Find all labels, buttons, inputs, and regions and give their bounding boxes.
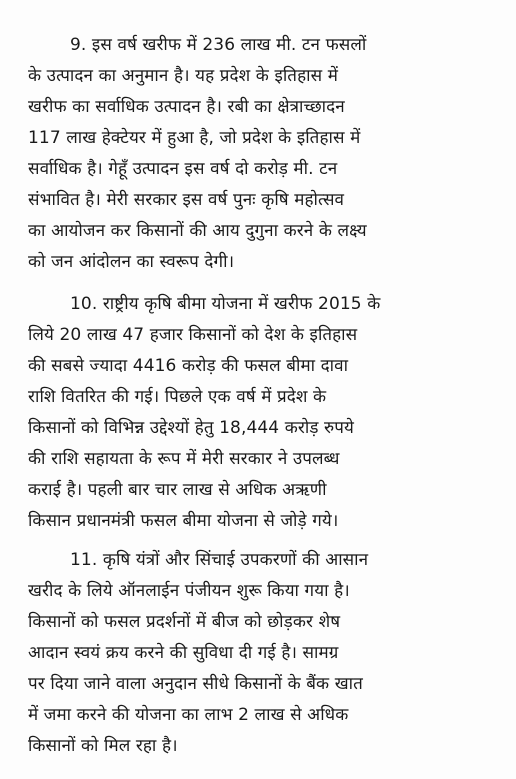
- text-line: लिये 20 लाख 47 हजार किसानों को देश के इतिहास: [28, 325, 358, 345]
- text-line: की राशि सहायता के रूप में मेरी सरकार ने उपलब्ध: [28, 449, 340, 469]
- text-line: का आयोजन कर किसानों की आय दुगुना करने के लक्ष्य: [28, 221, 367, 241]
- text-line: में जमा करने की योजना का लाभ 2 लाख से अधिक: [28, 705, 349, 725]
- text-line: सर्वाधिक है। गेहूँ उत्पादन इस वर्ष दो करोड़ मी. टन: [28, 159, 338, 179]
- text-line: खरीद के लिये ऑनलाईन पंजीयन शुरू किया गया है।: [28, 581, 350, 601]
- text-line: संभावित है। मेरी सरकार इस वर्ष पुनः कृषि महोत्सव: [28, 190, 345, 210]
- text-line: किसानों को फसल प्रदर्शनों में बीज को छोड़कर शेष: [28, 612, 341, 632]
- text-line: राशि वितरित की गई। पिछले एक वर्ष में प्रदेश के: [28, 387, 327, 407]
- text-line: 9. इस वर्ष खरीफ में 236 लाख मी. टन फसलों: [70, 35, 367, 55]
- text-line: कराई है। पहली बार चार लाख से अधिक अऋणी: [28, 480, 327, 500]
- text-line: किसानों को विभिन्न उद्देश्यों हेतु 18,444 करोड़ रुपये: [28, 418, 354, 438]
- paragraph-9: [28, 30, 494, 278]
- text-line: किसान प्रधानमंत्री फसल बीमा योजना से जोड़े गये।: [28, 511, 339, 531]
- text-line: खरीफ का सर्वाधिक उत्पादन है। रबी का क्षेत्राच्छादन: [28, 97, 345, 117]
- text-line: पर दिया जाने वाला अनुदान सीधे किसानों के बैंक खात: [28, 674, 363, 694]
- text-line: आदान स्वयं क्रय करने की सुविधा दी गई है। सामग्र: [28, 643, 339, 663]
- paragraph-10: [28, 289, 494, 537]
- text-line: 11. कृषि यंत्रों और सिंचाई उपकरणों की आसान: [70, 550, 369, 570]
- text-line: की सबसे ज्यादा 4416 करोड़ की फसल बीमा दावा: [28, 356, 349, 376]
- text-line: 10. राष्ट्रीय कृषि बीमा योजना में खरीफ 2015 के: [70, 294, 381, 314]
- text-line: को जन आंदोलन का स्वरूप देगी।: [28, 252, 235, 272]
- text-line: के उत्पादन का अनुमान है। यह प्रदेश के इतिहास में: [28, 66, 338, 86]
- text-line: 117 लाख हेक्टेयर में हुआ है, जो प्रदेश के इतिहास में: [28, 128, 361, 148]
- text-line: किसानों को मिल रहा है।: [28, 736, 178, 756]
- paragraph-11: [28, 545, 494, 762]
